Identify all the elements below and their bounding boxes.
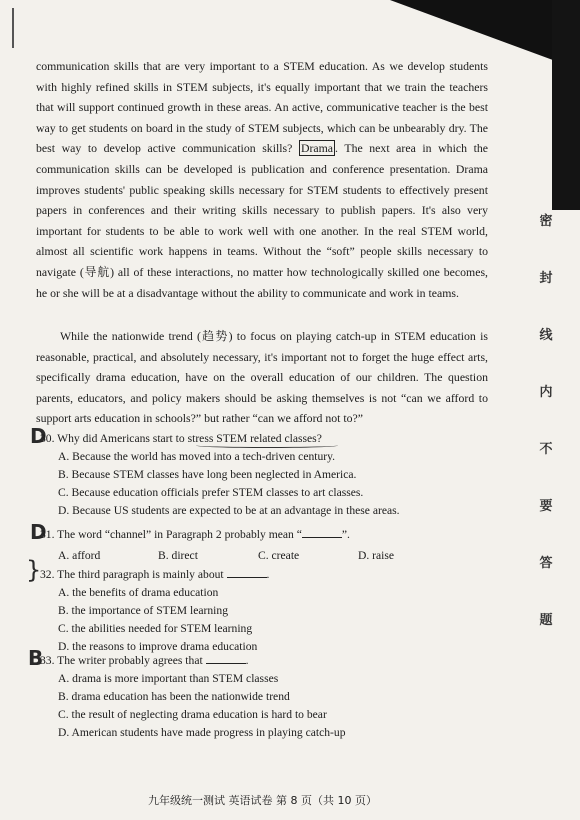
- handwritten-answer-mark: D: [30, 424, 47, 448]
- option-c: C. create: [258, 549, 300, 562]
- question-32: [40, 566, 490, 656]
- handwritten-underline: [196, 443, 338, 448]
- handwritten-answer-mark: B: [28, 646, 44, 670]
- option-b: B. Because STEM classes have long been neglected in America.: [58, 468, 357, 481]
- option-a: A. Because the world has moved into a tech-driven century.: [58, 450, 336, 463]
- answer-blank: [206, 653, 246, 664]
- option-b: B. drama education has been the nationwide trend: [58, 690, 290, 703]
- question-31: [40, 526, 490, 565]
- answer-blank: [302, 527, 342, 538]
- seal-line-margin-text: [536, 210, 556, 628]
- page-footer: 九年级统一测试 英语试卷 第 8 页（共 10 页）: [148, 794, 377, 807]
- option-b: B. direct: [158, 549, 198, 562]
- option-d: D. the reasons to improve drama education: [58, 640, 258, 653]
- seal-char: 内: [539, 385, 553, 400]
- passage-paragraph-1: communication skills that are very important to a STEM education. As we develop students with highly refined skills in STEM subjects, it's equally important that we train the teachers that will support continued growth in these areas. An active, communicative teacher is the best way to get students on board in the study of STEM subjects, which can be unbearably dry. The best way to develop active communication skills? Drama . The next area in which the communication skills can be developed is publication and conference presentation. Drama improves students' public speaking skills necessary for STEM students to effectively present papers in conferences and their writing skills necessary to publish papers. It's also very important for students to be able to work well with one another. In the real STEM world, almost all scientific work happens in teams. Without the “soft” people skills necessary to navigate (导航) all of these interactions, no matter how technologically skilled one becomes, he or she will be at a disadvantage without the ability to communicate and work in teams.: [36, 59, 489, 300]
- question-33: [40, 652, 490, 742]
- seal-char: 封: [539, 271, 553, 286]
- seal-char: 题: [539, 613, 553, 628]
- option-a: A. drama is more important than STEM classes: [58, 672, 279, 685]
- option-d: D. Because US students are expected to be at an advantage in these areas.: [58, 504, 400, 517]
- page-shadow-edge: [552, 0, 580, 210]
- answer-blank: [227, 567, 267, 578]
- handwritten-answer-mark: D: [30, 520, 47, 544]
- option-a: A. the benefits of drama education: [58, 586, 219, 599]
- question-stem: 30. Why did Americans start to stress STEM related classes?: [40, 432, 322, 445]
- seal-char: 密: [539, 214, 553, 229]
- seal-char: 要: [539, 499, 553, 514]
- seal-char: 线: [539, 328, 553, 343]
- binding-line: [12, 8, 14, 48]
- question-stem: 32. The third paragraph is mainly about .: [40, 568, 270, 581]
- handwritten-answer-mark: }: [26, 556, 42, 584]
- seal-char: 不: [539, 442, 553, 457]
- seal-char: 答: [539, 556, 553, 571]
- option-a: A. afford: [58, 549, 101, 562]
- question-stem: 33. The writer probably agrees that .: [40, 654, 249, 667]
- option-d: D. American students have made progress in playing catch-up: [58, 726, 346, 739]
- option-b: B. the importance of STEM learning: [58, 604, 229, 617]
- option-c: C. the abilities needed for STEM learning: [58, 622, 253, 635]
- option-d: D. raise: [358, 549, 395, 562]
- question-stem: 31. The word “channel” in Paragraph 2 probably mean “ ”.: [40, 528, 350, 541]
- option-c: C. the result of neglecting drama education is hard to bear: [58, 708, 327, 721]
- passage-paragraph-2: While the nationwide trend (趋势) to focus on playing catch-up in STEM education is reasonable, practical, and absolutely necessary, it's important not to forget the huge effect arts, specifically drama education, have on the overall education of our children. The question parents, educators, and policy makers should be asking themselves is not “can we afford to support arts education in schools?” but rather “can we afford not to?”: [36, 329, 488, 426]
- option-c: C. Because education officials prefer STEM classes to art classes.: [58, 486, 364, 499]
- boxed-word: Drama: [300, 141, 334, 156]
